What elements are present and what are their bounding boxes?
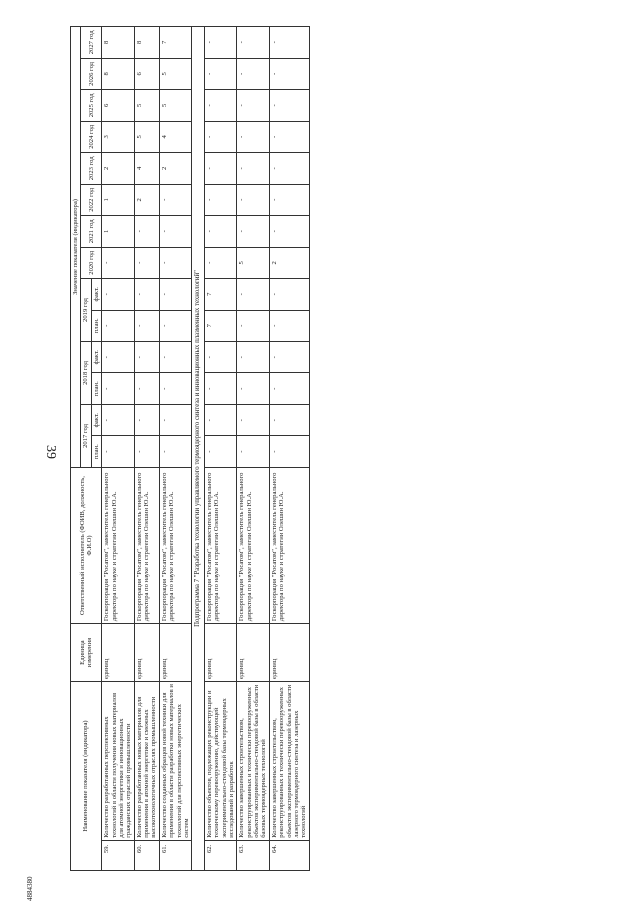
value-cell: 5 — [134, 90, 159, 121]
value-cell: - — [159, 404, 192, 435]
value-cell: 6 — [102, 90, 135, 121]
value-cell: 2 — [102, 153, 135, 184]
unit-cell: единиц — [269, 624, 309, 682]
header-year: 2023 год — [81, 153, 102, 184]
header-indicator-name: Наименование показателя (индикатора) — [71, 682, 102, 871]
indicator-name: Количество завершенных строительством, реконструированных и технически перевооруженных объектов экспериментально-стендовой базы в области лазерного термоядерного синтеза и лазерных технологий — [269, 682, 309, 841]
value-cell: - — [237, 342, 270, 373]
value-cell: - — [237, 121, 270, 152]
table-row — [159, 27, 192, 871]
value-cell: - — [134, 216, 159, 247]
unit-cell: единиц — [159, 624, 192, 682]
row-number: 63. — [237, 840, 270, 870]
value-cell: - — [237, 153, 270, 184]
value-cell: - — [269, 121, 309, 152]
value-cell: - — [102, 342, 135, 373]
unit-cell: единиц — [134, 624, 159, 682]
value-cell: - — [159, 247, 192, 278]
value-cell: - — [204, 184, 237, 215]
value-cell: 1 — [102, 184, 135, 215]
value-cell: 5 — [159, 58, 192, 89]
header-fact: факт. — [91, 279, 101, 310]
value-cell: 5 — [237, 247, 270, 278]
executor-cell: Госкорпорация "Росатом", заместитель генерального директора по науке и стратегии Олешин Ю.А. — [269, 467, 309, 623]
value-cell: - — [269, 404, 309, 435]
unit-cell: единиц — [102, 624, 135, 682]
subprogram-title: Подпрограмма 7 "Разработка технологии управляемого термоядерного синтеза и инновационных плазменных технологий" — [192, 27, 205, 871]
value-cell: 2 — [159, 153, 192, 184]
value-cell: - — [204, 436, 237, 467]
header-executor: Ответственный исполнитель (ФОИВ, должность, Ф.И.О) — [71, 467, 102, 623]
value-cell: - — [237, 184, 270, 215]
header-plan: план. — [91, 436, 101, 467]
value-cell: - — [134, 247, 159, 278]
value-cell: 1 — [102, 216, 135, 247]
value-cell: 5 — [159, 90, 192, 121]
value-cell: - — [102, 436, 135, 467]
value-cell: - — [159, 342, 192, 373]
subprogram-row — [192, 27, 205, 871]
value-cell: 8 — [134, 27, 159, 59]
executor-cell: Госкорпорация "Росатом", заместитель генерального директора по науке и стратегии Олешин Ю.А. — [102, 467, 135, 623]
row-number: 59. — [102, 840, 135, 870]
value-cell: - — [204, 342, 237, 373]
value-cell: - — [237, 436, 270, 467]
document-stamp: 4884380 — [26, 876, 34, 901]
value-cell: - — [134, 310, 159, 341]
header-unit: Единица измерения — [71, 624, 102, 682]
value-cell: - — [134, 404, 159, 435]
value-cell: - — [269, 153, 309, 184]
value-cell: - — [134, 279, 159, 310]
table-row — [102, 27, 135, 871]
value-cell: - — [134, 436, 159, 467]
header-year-2019: 2019 год — [81, 279, 91, 342]
executor-cell: Госкорпорация "Росатом", заместитель генерального директора по науке и стратегии Олешин Ю.А. — [237, 467, 270, 623]
value-cell: 7 — [204, 310, 237, 341]
header-year: 2021 год — [81, 216, 102, 247]
value-cell: - — [204, 58, 237, 89]
value-cell: - — [237, 373, 270, 404]
value-cell: - — [269, 184, 309, 215]
executor-cell: Госкорпорация "Росатом", заместитель генерального директора по науке и стратегии Олешин Ю.А. — [134, 467, 159, 623]
value-cell: 2 — [269, 247, 309, 278]
value-cell: - — [134, 342, 159, 373]
value-cell: - — [204, 121, 237, 152]
table-row — [269, 27, 309, 871]
indicators-table — [70, 26, 310, 871]
header-year: 2027 год — [81, 27, 102, 59]
value-cell: 8 — [102, 27, 135, 59]
value-cell: - — [159, 216, 192, 247]
value-cell: - — [237, 404, 270, 435]
value-cell: - — [237, 310, 270, 341]
value-cell: 5 — [134, 121, 159, 152]
value-cell: - — [269, 310, 309, 341]
value-cell: - — [269, 279, 309, 310]
header-fact: факт. — [91, 404, 101, 435]
value-cell: 7 — [204, 279, 237, 310]
value-cell: - — [159, 436, 192, 467]
value-cell: - — [102, 404, 135, 435]
value-cell: - — [269, 58, 309, 89]
header-fact: факт. — [91, 342, 101, 373]
value-cell: - — [204, 27, 237, 59]
value-cell: 2 — [134, 184, 159, 215]
value-cell: - — [237, 90, 270, 121]
value-cell: - — [159, 373, 192, 404]
value-cell: - — [269, 90, 309, 121]
value-cell: - — [102, 373, 135, 404]
executor-cell: Госкорпорация "Росатом", заместитель генерального директора по науке и стратегии Олешин Ю.А. — [204, 467, 237, 623]
header-year: 2026 год — [81, 58, 102, 89]
header-year-2017: 2017 год — [81, 404, 91, 467]
header-plan: план. — [91, 373, 101, 404]
header-year: 2020 год — [81, 247, 102, 278]
value-cell: - — [204, 247, 237, 278]
unit-cell: единиц — [237, 624, 270, 682]
value-cell: - — [269, 342, 309, 373]
value-cell: - — [204, 153, 237, 184]
unit-cell: единиц — [204, 624, 237, 682]
indicator-name: Количество объектов, подлежащих реконструкции и техническому перевооружению, действующей экспериментально-стендовой базы термоядерных исследований и разработок — [204, 682, 237, 841]
value-cell: - — [269, 373, 309, 404]
table-row — [134, 27, 159, 871]
value-cell: - — [269, 436, 309, 467]
value-cell: - — [204, 216, 237, 247]
value-cell: 8 — [102, 58, 135, 89]
header-plan: план. — [91, 310, 101, 341]
page-number: 39 — [43, 445, 58, 459]
value-cell: 6 — [134, 58, 159, 89]
value-cell: - — [237, 27, 270, 59]
value-cell: - — [134, 373, 159, 404]
value-cell: 4 — [134, 153, 159, 184]
value-cell: - — [159, 279, 192, 310]
value-cell: - — [102, 310, 135, 341]
executor-cell: Госкорпорация "Росатом", заместитель генерального директора по науке и стратегии Олешин Ю.А. — [159, 467, 192, 623]
header-year: 2022 год — [81, 184, 102, 215]
header-year: 2024 год — [81, 121, 102, 152]
indicator-name: Количество завершенных строительством, реконструированных и технически перевооруженных объектов экспериментально-стендовой базы в области базовых термоядерных технологий — [237, 682, 270, 841]
value-cell: 4 — [159, 121, 192, 152]
row-number: 62. — [204, 840, 237, 870]
value-cell: - — [204, 90, 237, 121]
value-cell: - — [237, 216, 270, 247]
value-cell: - — [237, 58, 270, 89]
table-row — [204, 27, 237, 871]
value-cell: - — [269, 216, 309, 247]
header-year: 2025 год — [81, 90, 102, 121]
value-cell: - — [204, 404, 237, 435]
table-body — [102, 27, 310, 871]
indicator-name: Количество разработанных перспективных технологий в области получения новых материалов для атомной энергетики и инновационных гражданских отраслей промышленности — [102, 682, 135, 841]
indicator-name: Количество разработанных новых материалов для применения в атомной энергетике и смежных высокотехнологичных отраслях промышленности — [134, 682, 159, 841]
rotated-table-area — [70, 26, 630, 871]
header-values-group: Значение показателя (индикатора) — [71, 27, 81, 468]
value-cell: - — [237, 279, 270, 310]
indicator-name: Количество созданных образцов новой техники для применения в области разработки новых материалов и технологий для перспективных энергетических систем — [159, 682, 192, 841]
value-cell: - — [269, 27, 309, 59]
value-cell: - — [102, 247, 135, 278]
value-cell: 7 — [159, 27, 192, 59]
value-cell: 3 — [102, 121, 135, 152]
value-cell: - — [159, 310, 192, 341]
row-number: 64. — [269, 840, 309, 870]
table-header — [71, 27, 102, 871]
row-number: 61. — [159, 840, 192, 870]
value-cell: - — [102, 279, 135, 310]
value-cell: - — [159, 184, 192, 215]
table-row — [237, 27, 270, 871]
header-year-2018: 2018 год — [81, 342, 91, 405]
value-cell: - — [204, 373, 237, 404]
row-number: 60. — [134, 840, 159, 870]
